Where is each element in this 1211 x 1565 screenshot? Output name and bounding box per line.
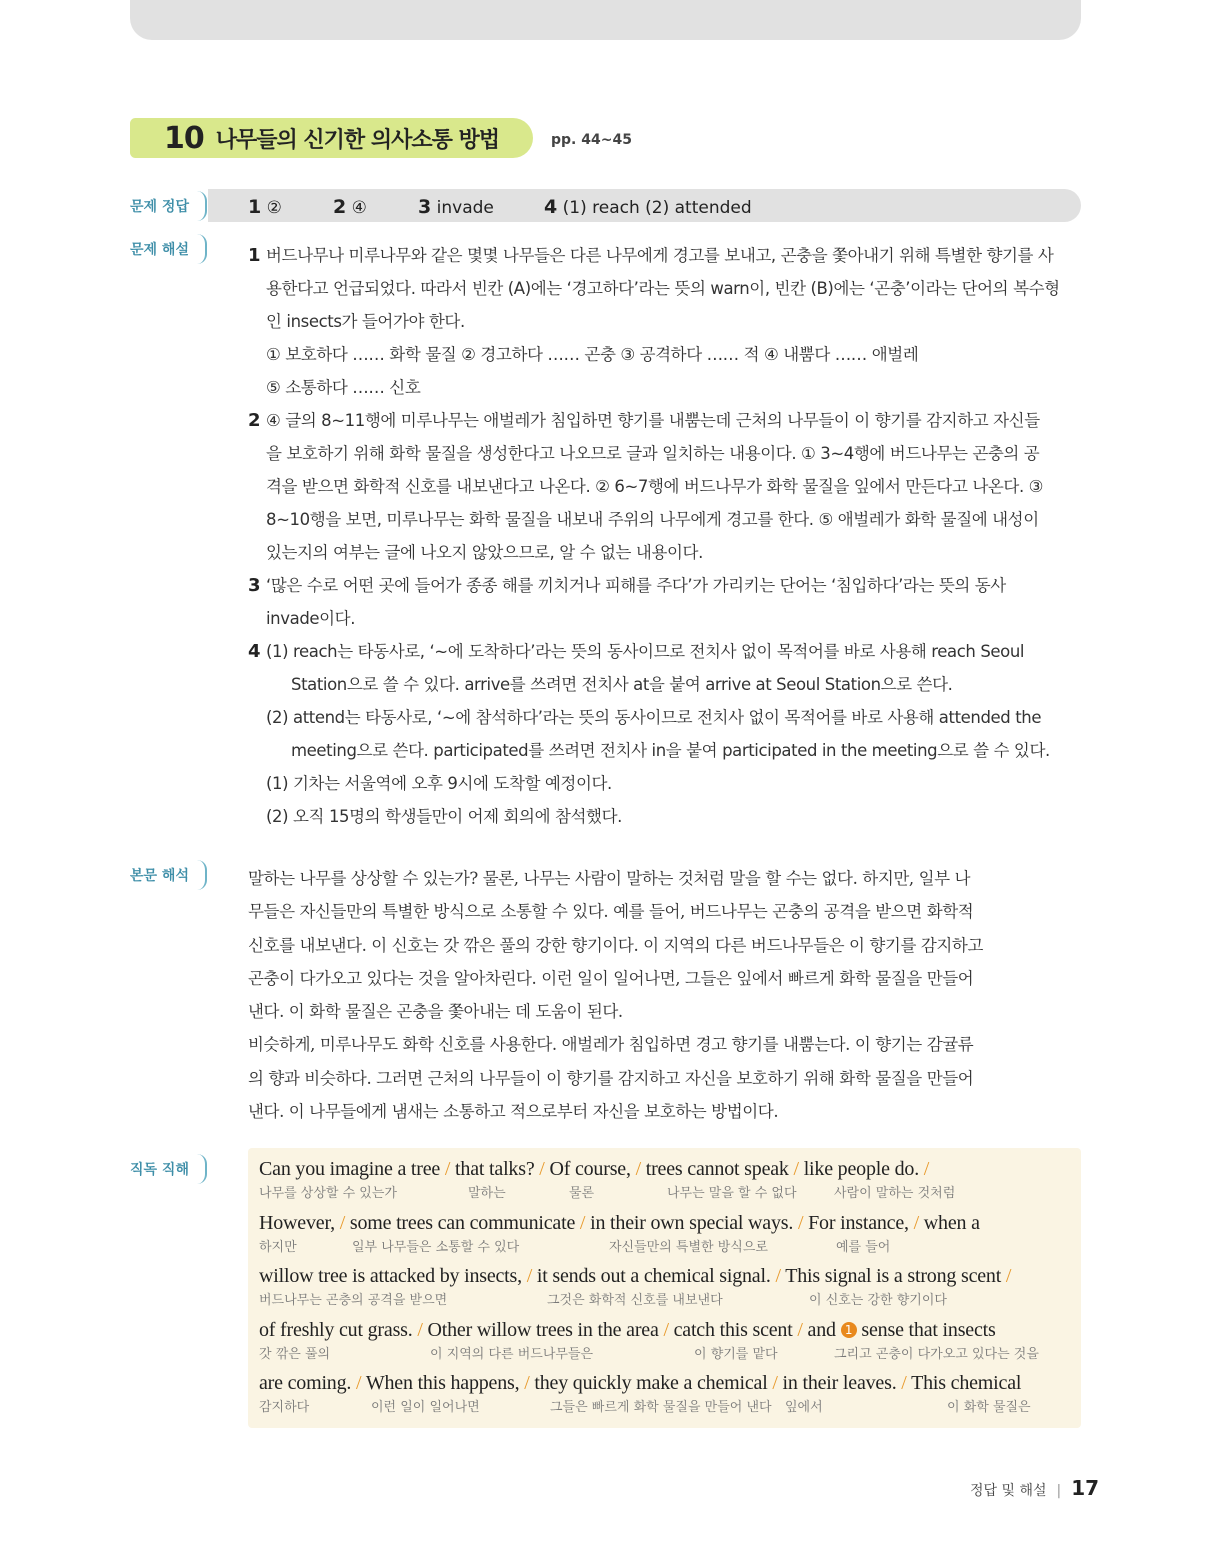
english-chunk: when a xyxy=(919,1211,980,1234)
explanation-line xyxy=(248,338,1081,371)
explanation-line xyxy=(248,470,1081,503)
top-decorative-bar xyxy=(130,0,1081,40)
explanation-text: 인 insects가 들어가야 한다. xyxy=(266,312,465,331)
korean-gloss: 그리고 곤충이 다가오고 있다는 것을 xyxy=(834,1346,1039,1362)
answer-num: 2 xyxy=(333,196,347,218)
explanation-text: (2) attend는 타동사로, ‘∼에 참석하다’라는 뜻의 동사이므로 전치사 없이 목적어를 바로 사용해 attended the xyxy=(266,708,1042,727)
explanation-text: 버드나무나 미루나무와 같은 몇몇 나무들은 다른 나무에게 경고를 보내고, 곤충을 쫓아내기 위해 특별한 향기를 사 xyxy=(266,246,1054,265)
tab-translation xyxy=(130,860,207,890)
explanation-text: ① 보호하다 …… 화학 물질 ② 경고하다 …… 곤충 ③ 공격하다 …… 적 ④ 내뿜다 …… 애벌레 xyxy=(266,345,919,364)
explanation-line xyxy=(248,437,1081,470)
korean-gloss: 이 화학 물질은 xyxy=(947,1400,1031,1415)
english-chunk: However, xyxy=(259,1211,340,1234)
explanation-text: 있는지의 여부는 글에 나오지 않았으므로, 알 수 없는 내용이다. xyxy=(266,543,703,562)
answer-bar xyxy=(208,189,1081,222)
question-number: 2 xyxy=(248,410,266,431)
chunk-slash: / xyxy=(444,1158,451,1180)
english-chunk: they quickly make a chemical xyxy=(529,1372,773,1394)
chunk-slash: / xyxy=(663,1318,669,1341)
english-chunk: like people do. xyxy=(798,1158,924,1180)
english-chunk: For instance, xyxy=(803,1211,914,1234)
chunk-slash: / xyxy=(339,1211,346,1234)
english-sentence xyxy=(259,1212,980,1235)
korean-gloss: 버드나무는 곤충의 공격을 받으면 xyxy=(259,1293,448,1308)
explanation-line xyxy=(248,800,1081,833)
translation-block xyxy=(248,862,1081,1128)
chunk-slash: / xyxy=(539,1158,545,1180)
unit-title: 나무들의 신기한 의사소통 방법 xyxy=(215,127,500,153)
explanation-line xyxy=(248,239,1081,272)
korean-gloss: 물론 xyxy=(569,1186,595,1201)
grammar-point-badge: 1 xyxy=(841,1322,857,1338)
answer-value: (1) reach (2) attended xyxy=(562,198,752,218)
chunk-slash: / xyxy=(579,1211,586,1234)
explanation-text: 을 보호하기 위해 화학 물질을 생성한다고 나오므로 글과 일치하는 내용이다. ① 3∼4행에 버드나무는 곤충의 공 xyxy=(266,444,1040,463)
english-chunk: in their own special ways. xyxy=(585,1211,798,1234)
explanation-line xyxy=(248,668,1081,701)
explanation-text: Station으로 쓸 수 있다. arrive를 쓰려면 전치사 at을 붙여 arrive at Seoul Station으로 쓴다. xyxy=(291,675,953,694)
english-sentence xyxy=(259,1319,996,1342)
question-number: 1 xyxy=(248,245,266,266)
direct-translation-box xyxy=(248,1148,1081,1428)
chunk-slash: / xyxy=(772,1372,778,1394)
explanation-line xyxy=(248,602,1081,635)
answer-num: 3 xyxy=(418,196,432,218)
korean-gloss: 일부 나무들은 소통할 수 있다 xyxy=(352,1239,520,1255)
tab-explanation-label: 문제 해설 xyxy=(130,242,189,258)
chunk-slash: / xyxy=(923,1158,930,1180)
translation-line: 무들은 자신들만의 특별한 방식으로 소통할 수 있다. 예를 들어, 버드나무는 곤충의 공격을 받으면 화학적 xyxy=(248,902,974,922)
translation-line: 말하는 나무를 상상할 수 있는가? 물론, 나무는 사람이 말하는 것처럼 말을 할 수는 없다. 하지만, 일부 나 xyxy=(248,869,971,888)
english-chunk: trees cannot speak xyxy=(640,1158,794,1180)
english-sentence xyxy=(259,1372,1021,1395)
korean-gloss: 자신들만의 특별한 방식으로 xyxy=(609,1239,768,1255)
unit-title-banner xyxy=(130,118,533,158)
korean-gloss: 이 향기를 맡다 xyxy=(694,1346,778,1362)
explanation-line xyxy=(248,503,1081,536)
english-chunk: sense that insects xyxy=(856,1318,996,1341)
korean-gloss: 이 신호는 강한 향기이다 xyxy=(809,1293,947,1308)
chunk-slash: / xyxy=(526,1265,533,1287)
english-sentence xyxy=(259,1158,929,1181)
english-chunk: some trees can communicate xyxy=(345,1211,580,1234)
korean-gloss: 그들은 빠르게 화학 물질을 만들어 낸다 xyxy=(550,1400,772,1415)
page-range: pp. 44~45 xyxy=(551,132,632,148)
unit-number: 10 xyxy=(164,120,204,156)
explanation-line xyxy=(248,734,1081,767)
answer-value: ④ xyxy=(351,198,367,218)
tab-answers xyxy=(130,191,207,221)
footer-label: 정답 및 해설 xyxy=(970,1483,1047,1499)
explanation-text: (1) 기차는 서울역에 오후 9시에 도착할 예정이다. xyxy=(266,774,612,793)
explanation-line xyxy=(248,635,1081,668)
english-chunk: that talks? xyxy=(450,1158,540,1180)
explanation-text: 8∼10행을 보면, 미루나무는 화학 물질을 내보내 주위의 나무에게 경고를 한다. ⑤ 애벌레가 화학 물질에 내성이 xyxy=(266,510,1039,529)
english-chunk: Can you imagine a tree xyxy=(259,1158,445,1180)
answer-num: 4 xyxy=(544,196,558,218)
translation-line: 낸다. 이 나무들에게 냄새는 소통하고 적으로부터 자신을 보호하는 방법이다. xyxy=(248,1102,779,1122)
tab-direct-label: 직독 직해 xyxy=(130,1162,189,1178)
translation-line: 의 향과 비슷하다. 그러면 근처의 나무들이 이 향기를 감지하고 자신을 보호하기 위해 화학 물질을 만들어 xyxy=(248,1068,974,1088)
explanation-line xyxy=(248,371,1081,404)
answer-value: invade xyxy=(436,198,494,218)
korean-gloss: 이 지역의 다른 버드나무들은 xyxy=(430,1346,594,1362)
translation-line: 신호를 내보낸다. 이 신호는 갓 깎은 풀의 강한 향기이다. 이 지역의 다른 버드나무들은 이 향기를 감지하고 xyxy=(248,935,984,955)
tab-translation-label: 본문 해석 xyxy=(130,868,189,884)
answer-item xyxy=(248,196,282,218)
page-footer xyxy=(970,1476,1099,1500)
explanation-line xyxy=(248,701,1081,734)
chunk-slash: / xyxy=(901,1372,907,1394)
chunk-slash: / xyxy=(775,1265,781,1287)
explanation-line xyxy=(248,305,1081,338)
answer-item xyxy=(418,196,494,218)
explanation-text: ④ 글의 8∼11행에 미루나무는 애벌레가 침입하면 향기를 내뿜는데 근처의 나무들이 이 향기를 감지하고 자신들 xyxy=(266,411,1040,430)
translation-line: 낸다. 이 화학 물질은 곤충을 쫓아내는 데 도움이 된다. xyxy=(248,1002,623,1022)
chunk-slash: / xyxy=(797,1211,804,1234)
chunk-slash: / xyxy=(1005,1265,1012,1287)
explanation-line xyxy=(248,767,1081,800)
tab-answers-label: 문제 정답 xyxy=(130,199,189,215)
tab-explanation xyxy=(130,234,207,264)
korean-gloss: 사람이 말하는 것처럼 xyxy=(834,1186,956,1201)
korean-gloss: 예를 들어 xyxy=(836,1239,891,1255)
explanation-text: (1) reach는 타동사로, ‘∼에 도착하다’라는 뜻의 동사이므로 전치사 없이 목적어를 바로 사용해 reach Seoul xyxy=(266,642,1025,661)
english-chunk: and xyxy=(802,1318,841,1341)
chunk-slash: / xyxy=(793,1158,799,1180)
chunk-slash: / xyxy=(797,1318,803,1341)
chunk-slash: / xyxy=(417,1318,423,1341)
explanation-line xyxy=(248,404,1081,437)
english-chunk: are coming. xyxy=(259,1372,357,1394)
answer-item xyxy=(333,196,367,218)
english-chunk: Other willow trees in the area xyxy=(422,1318,664,1341)
english-chunk: Of course, xyxy=(544,1158,636,1180)
korean-gloss: 하지만 xyxy=(259,1239,297,1255)
korean-gloss: 그것은 화학적 신호를 내보낸다 xyxy=(547,1293,723,1308)
chunk-slash: / xyxy=(524,1372,530,1394)
korean-gloss: 감지하다 xyxy=(259,1400,310,1415)
explanation-text: (2) 오직 15명의 학생들만이 어제 회의에 참석했다. xyxy=(266,807,622,826)
footer-separator: | xyxy=(1056,1483,1062,1499)
explanation-lines xyxy=(248,239,1081,833)
korean-gloss: 갓 깎은 풀의 xyxy=(259,1346,331,1362)
translation-line: 비슷하게, 미루나무도 화학 신호를 사용한다. 애벌레가 침입하면 경고 향기를 내뿜는다. 이 향기는 감귤류 xyxy=(248,1035,974,1055)
english-sentence xyxy=(259,1265,1011,1288)
korean-gloss: 말하는 xyxy=(468,1186,506,1201)
translation-lines xyxy=(248,862,1081,1128)
explanation-text: invade이다. xyxy=(266,609,356,628)
question-number: 4 xyxy=(248,641,266,662)
korean-gloss: 나무는 말을 할 수 없다 xyxy=(667,1186,797,1201)
english-chunk: it sends out a chemical signal. xyxy=(532,1265,776,1287)
answer-num: 1 xyxy=(248,196,262,218)
english-chunk: willow tree is attacked by insects, xyxy=(259,1265,527,1287)
explanation-text: ‘많은 수로 어떤 곳에 들어가 종종 해를 끼치거나 피해를 주다’가 가리키는 단어는 ‘침입하다’라는 뜻의 동사 xyxy=(266,576,1006,595)
english-chunk: catch this scent xyxy=(668,1318,798,1341)
explanation-text: 용한다고 언급되었다. 따라서 빈칸 (A)에는 ‘경고하다’라는 뜻의 warn이, 빈칸 (B)에는 ‘곤충’이라는 단어의 복수형 xyxy=(266,279,1060,298)
explanation-line xyxy=(248,536,1081,569)
page-number: 17 xyxy=(1071,1476,1100,1500)
english-chunk: of freshly cut grass. xyxy=(259,1318,418,1341)
english-chunk: When this happens, xyxy=(361,1372,525,1394)
answer-item xyxy=(544,196,752,218)
chunk-slash: / xyxy=(913,1211,919,1234)
question-number: 3 xyxy=(248,575,266,596)
korean-gloss: 잎에서 xyxy=(785,1400,823,1415)
tab-direct xyxy=(130,1154,207,1184)
chunk-slash: / xyxy=(356,1372,362,1394)
korean-gloss: 이런 일이 일어나면 xyxy=(371,1400,480,1415)
explanation-text: ⑤ 소통하다 …… 신호 xyxy=(266,378,421,397)
english-chunk: This chemical xyxy=(906,1372,1022,1394)
chunk-slash: / xyxy=(635,1158,641,1180)
explanation-text: meeting으로 쓴다. participated를 쓰려면 전치사 in을 붙여 participated in the meeting으로 쓸 수 있다. xyxy=(291,741,1050,760)
english-chunk: in their leaves. xyxy=(777,1372,902,1394)
explanation-text: 격을 받으면 화학적 신호를 내보낸다고 나온다. ② 6∼7행에 버드나무가 화학 물질을 잎에서 만든다고 나온다. ③ xyxy=(266,477,1044,496)
explanation-block xyxy=(248,239,1081,833)
explanation-line xyxy=(248,272,1081,305)
korean-gloss: 나무를 상상할 수 있는가 xyxy=(259,1186,397,1201)
english-chunk: This signal is a strong scent xyxy=(780,1265,1006,1287)
answer-value: ② xyxy=(266,198,282,218)
explanation-line xyxy=(248,569,1081,602)
translation-line: 곤충이 다가오고 있다는 것을 알아차린다. 이런 일이 일어나면, 그들은 잎에서 빠르게 화학 물질을 만들어 xyxy=(248,968,974,988)
